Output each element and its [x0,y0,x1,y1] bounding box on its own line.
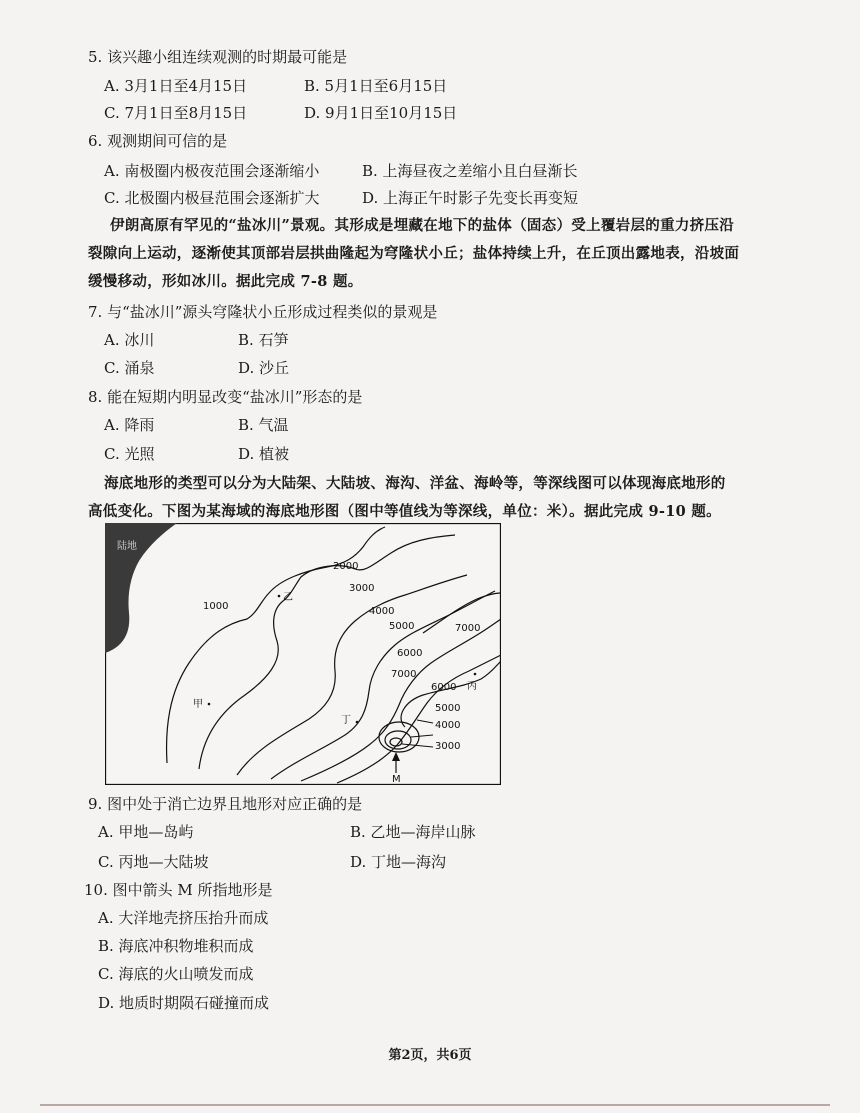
q8-stem: 8. 能在短期内明显改变“盐冰川”形态的是 [88,388,363,406]
q6-option-d: D. 上海正午时影子先变长再变短 [362,189,579,207]
contour-label-5000: 5000 [389,621,415,632]
q9-option-c: C. 丙地—大陆坡 [98,853,209,871]
q5-option-d: D. 9月1日至10月15日 [304,104,458,122]
contour-label-4000-seamount: 4000 [435,720,461,731]
q10-option-a: A. 大洋地壳挤压抬升而成 [98,909,269,927]
q10-option-c: C. 海底的火山喷发而成 [98,965,254,983]
q9-option-d: D. 丁地—海沟 [350,853,447,871]
passage1-line-1: 伊朗高原有罕见的“盐冰川”景观。其形成是埋藏在地下的盐体（固态）受上覆岩层的重力挤压沿 [110,217,735,234]
q6-option-a: A. 南极圈内极夜范围会逐渐缩小 [104,162,320,180]
contour-label-3000: 3000 [349,583,375,594]
contour-label-7000-trench: 7000 [391,669,417,680]
passage2-line-1: 海底地形的类型可以分为大陆架、大陆坡、海沟、洋盆、海岭等，等深线图可以体现海底地形的 [104,475,726,492]
place-label-jia: 甲 [193,699,203,710]
q9-option-a: A. 甲地—岛屿 [98,823,194,841]
place-label-yi: 乙 [283,592,293,603]
q6-stem: 6. 观测期间可信的是 [88,132,228,150]
contour-label-5000-seamount: 5000 [435,703,461,714]
contour-label-6000-upper: 6000 [397,648,423,659]
q6-option-b: B. 上海昼夜之差缩小且白昼渐长 [362,162,578,180]
q10-option-d: D. 地质时期陨石碰撞而成 [98,994,270,1012]
arrow-m-label: M [392,774,401,785]
q5-option-c: C. 7月1日至8月15日 [104,104,248,122]
q7-option-d: D. 沙丘 [238,359,290,377]
passage1-line-3: 缓慢移动，形如冰川。据此完成 7-8 题。 [88,273,363,290]
contour-label-4000: 4000 [369,606,395,617]
q9-stem: 9. 图中处于消亡边界且地形对应正确的是 [88,795,363,813]
page-number: 第2页，共6页 [388,1048,472,1063]
contour-label-1000: 1000 [203,601,229,612]
q7-option-c: C. 涌泉 [104,359,155,377]
contour-label-6000-lower: 6000 [431,682,457,693]
place-label-bing: 丙 [467,681,477,692]
contour-label-3000-seamount: 3000 [435,741,461,752]
q8-option-b: B. 气温 [238,416,289,434]
q5-option-a: A. 3月1日至4月15日 [104,77,248,95]
q7-option-b: B. 石笋 [238,331,289,349]
passage1-line-2: 裂隙向上运动，逐渐使其顶部岩层拱曲隆起为穹隆状小丘；盐体持续上升，在丘顶出露地表，沿坡面 [88,245,740,262]
q10-stem: 10. 图中箭头 M 所指地形是 [84,881,273,899]
q10-option-b: B. 海底冲积物堆积而成 [98,937,254,955]
land-label: 陆地 [117,541,137,552]
contour-label-2000: 2000 [333,561,359,572]
q6-option-c: C. 北极圈内极昼范围会逐渐扩大 [104,189,320,207]
place-label-ding: 丁 [341,715,351,726]
q8-option-a: A. 降雨 [104,416,155,434]
contour-label-7000-east: 7000 [455,623,481,634]
q7-stem: 7. 与“盐冰川”源头穹隆状小丘形成过程类似的景观是 [88,303,438,321]
seafloor-contour-map [105,523,501,785]
q8-option-d: D. 植被 [238,445,290,463]
passage2-line-2: 高低变化。下图为某海域的海底地形图（图中等值线为等深线，单位：米）。据此完成 9-10 题。 [88,503,721,520]
bottom-edge-rule [40,1104,830,1106]
q7-option-a: A. 冰川 [104,331,155,349]
q5-option-b: B. 5月1日至6月15日 [304,77,448,95]
q8-option-c: C. 光照 [104,445,155,463]
q5-stem: 5. 该兴趣小组连续观测的时期最可能是 [88,48,348,66]
q9-option-b: B. 乙地—海岸山脉 [350,823,476,841]
